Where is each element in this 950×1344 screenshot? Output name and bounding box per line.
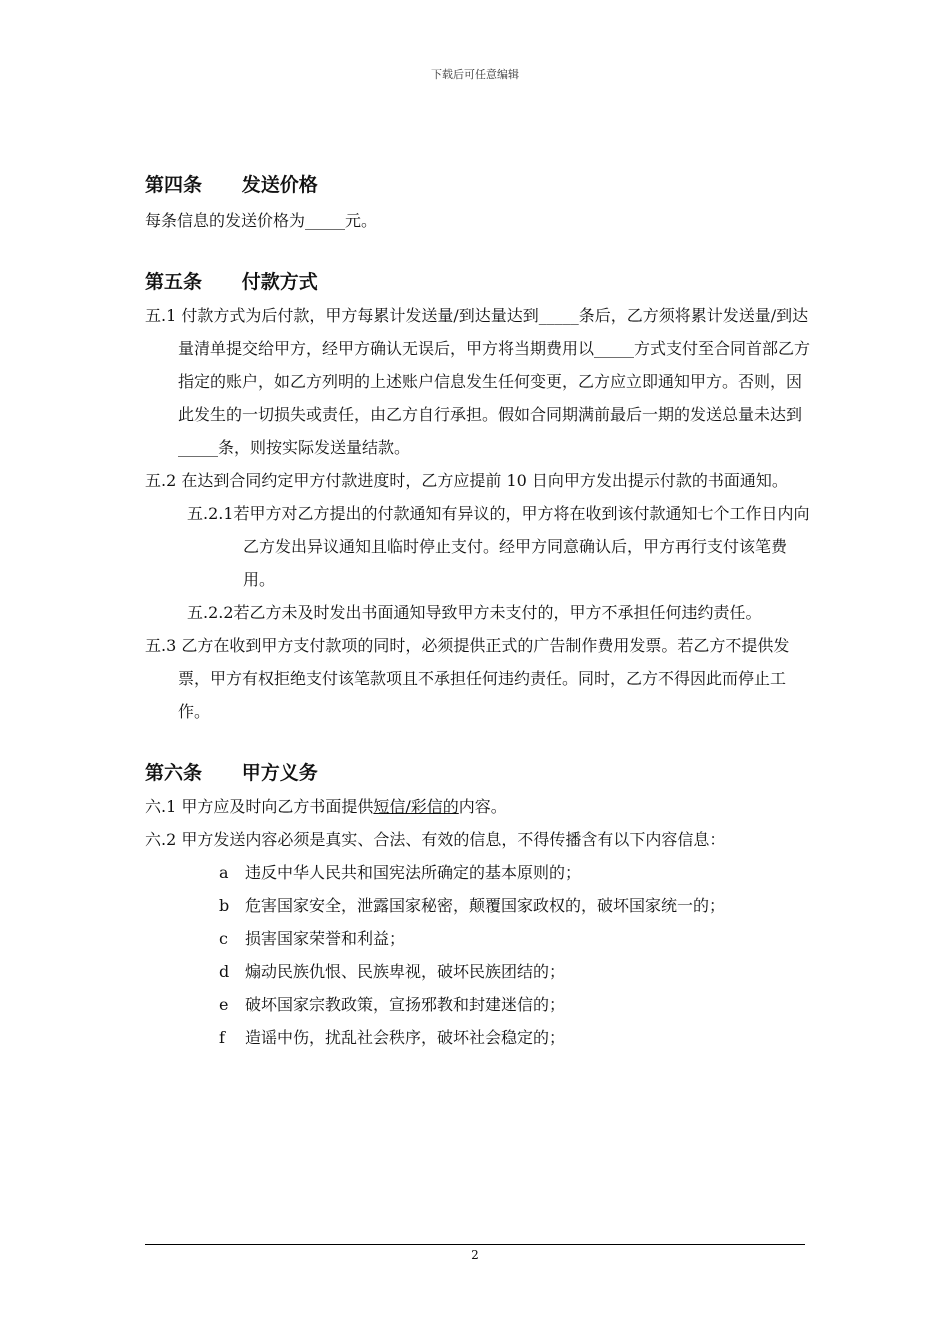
list-item xyxy=(219,955,810,988)
list-item xyxy=(219,1021,810,1054)
list-item-letter: f xyxy=(219,1028,225,1047)
document-body xyxy=(145,168,810,1054)
clause-6-1-underlined: 短信/彩信的 xyxy=(373,797,459,816)
list-item xyxy=(219,889,810,922)
article-4-heading: 第四条 发送价格 xyxy=(145,174,318,196)
article-5-heading: 第五条 付款方式 xyxy=(145,271,318,293)
clause-6-2: 六.2 甲方发送内容必须是真实、合法、有效的信息，不得传播含有以下内容信息： xyxy=(145,830,726,849)
list-item-letter: a xyxy=(219,863,229,882)
list-item-text: 破坏国家宗教政策，宣扬邪教和封建迷信的； xyxy=(245,995,566,1014)
page-number: 2 xyxy=(471,1248,479,1262)
list-item-text: 危害国家安全，泄露国家秘密，颠覆国家政权的，破坏国家统一的； xyxy=(245,896,726,915)
clause-5-2: 五.2 在达到合同约定甲方付款进度时，乙方应提前 10 日向甲方发出提示付款的书面通知。 xyxy=(145,471,788,490)
clause-6-1-suffix: 内容。 xyxy=(458,797,507,816)
clause-6-1 xyxy=(145,790,810,823)
list-item-letter: c xyxy=(219,929,228,948)
clause-5-1: 五.1 付款方式为后付款，甲方每累计发送量/到达量达到_____条后，乙方须将累计发送量/到达量清单提交给甲方，经甲方确认无误后，甲方将当期费用以_____方式支付至合同首部乙方指定的账户，如乙方列明的上述账户信息发生任何变更，乙方应立即通知甲方。否则，因此发生的一切损失或责任，由乙方自行承担。假如合同期满前最后一期的发送总量未达到_____条，则按实际发送量结款。 xyxy=(145,306,811,457)
list-item-letter: d xyxy=(219,962,230,981)
clause-5-2-2: 五.2.2若乙方未及时发出书面通知导致甲方未支付的，甲方不承担任何违约责任。 xyxy=(187,603,762,622)
list-item-text: 损害国家荣誉和利益； xyxy=(245,929,406,948)
list-item-text: 造谣中伤，扰乱社会秩序，破坏社会稳定的； xyxy=(245,1028,566,1047)
article-4-text: 每条信息的发送价格为_____元。 xyxy=(145,211,378,230)
clause-5-3: 五.3 乙方在收到甲方支付款项的同时，必须提供正式的广告制作费用发票。若乙方不提供发票，甲方有权拒绝支付该笔款项且不承担任何违约责任。同时，乙方不得因此而停止工作。 xyxy=(145,636,790,721)
list-item-letter: b xyxy=(219,896,230,915)
list-item xyxy=(219,922,810,955)
list-item xyxy=(219,856,810,889)
list-item xyxy=(219,988,810,1021)
clause-5-2-1: 五.2.1若甲方对乙方提出的付款通知有异议的，甲方将在收到该付款通知七个工作日内向乙方发出异议通知且临时停止支付。经甲方同意确认后，甲方再行支付该笔费用。 xyxy=(187,504,810,589)
list-item-text: 煽动民族仇恨、民族卑视，破坏民族团结的； xyxy=(245,962,566,981)
list-item-text: 违反中华人民共和国宪法所确定的基本原则的； xyxy=(245,863,582,882)
clause-6-1-text: 六.1 甲方应及时向乙方书面提供 xyxy=(145,797,374,816)
list-item-letter: e xyxy=(219,995,229,1014)
footer-divider xyxy=(145,1244,805,1245)
article-6-heading: 第六条 甲方义务 xyxy=(145,762,318,784)
page-header: 下载后可任意编辑 xyxy=(431,68,519,81)
